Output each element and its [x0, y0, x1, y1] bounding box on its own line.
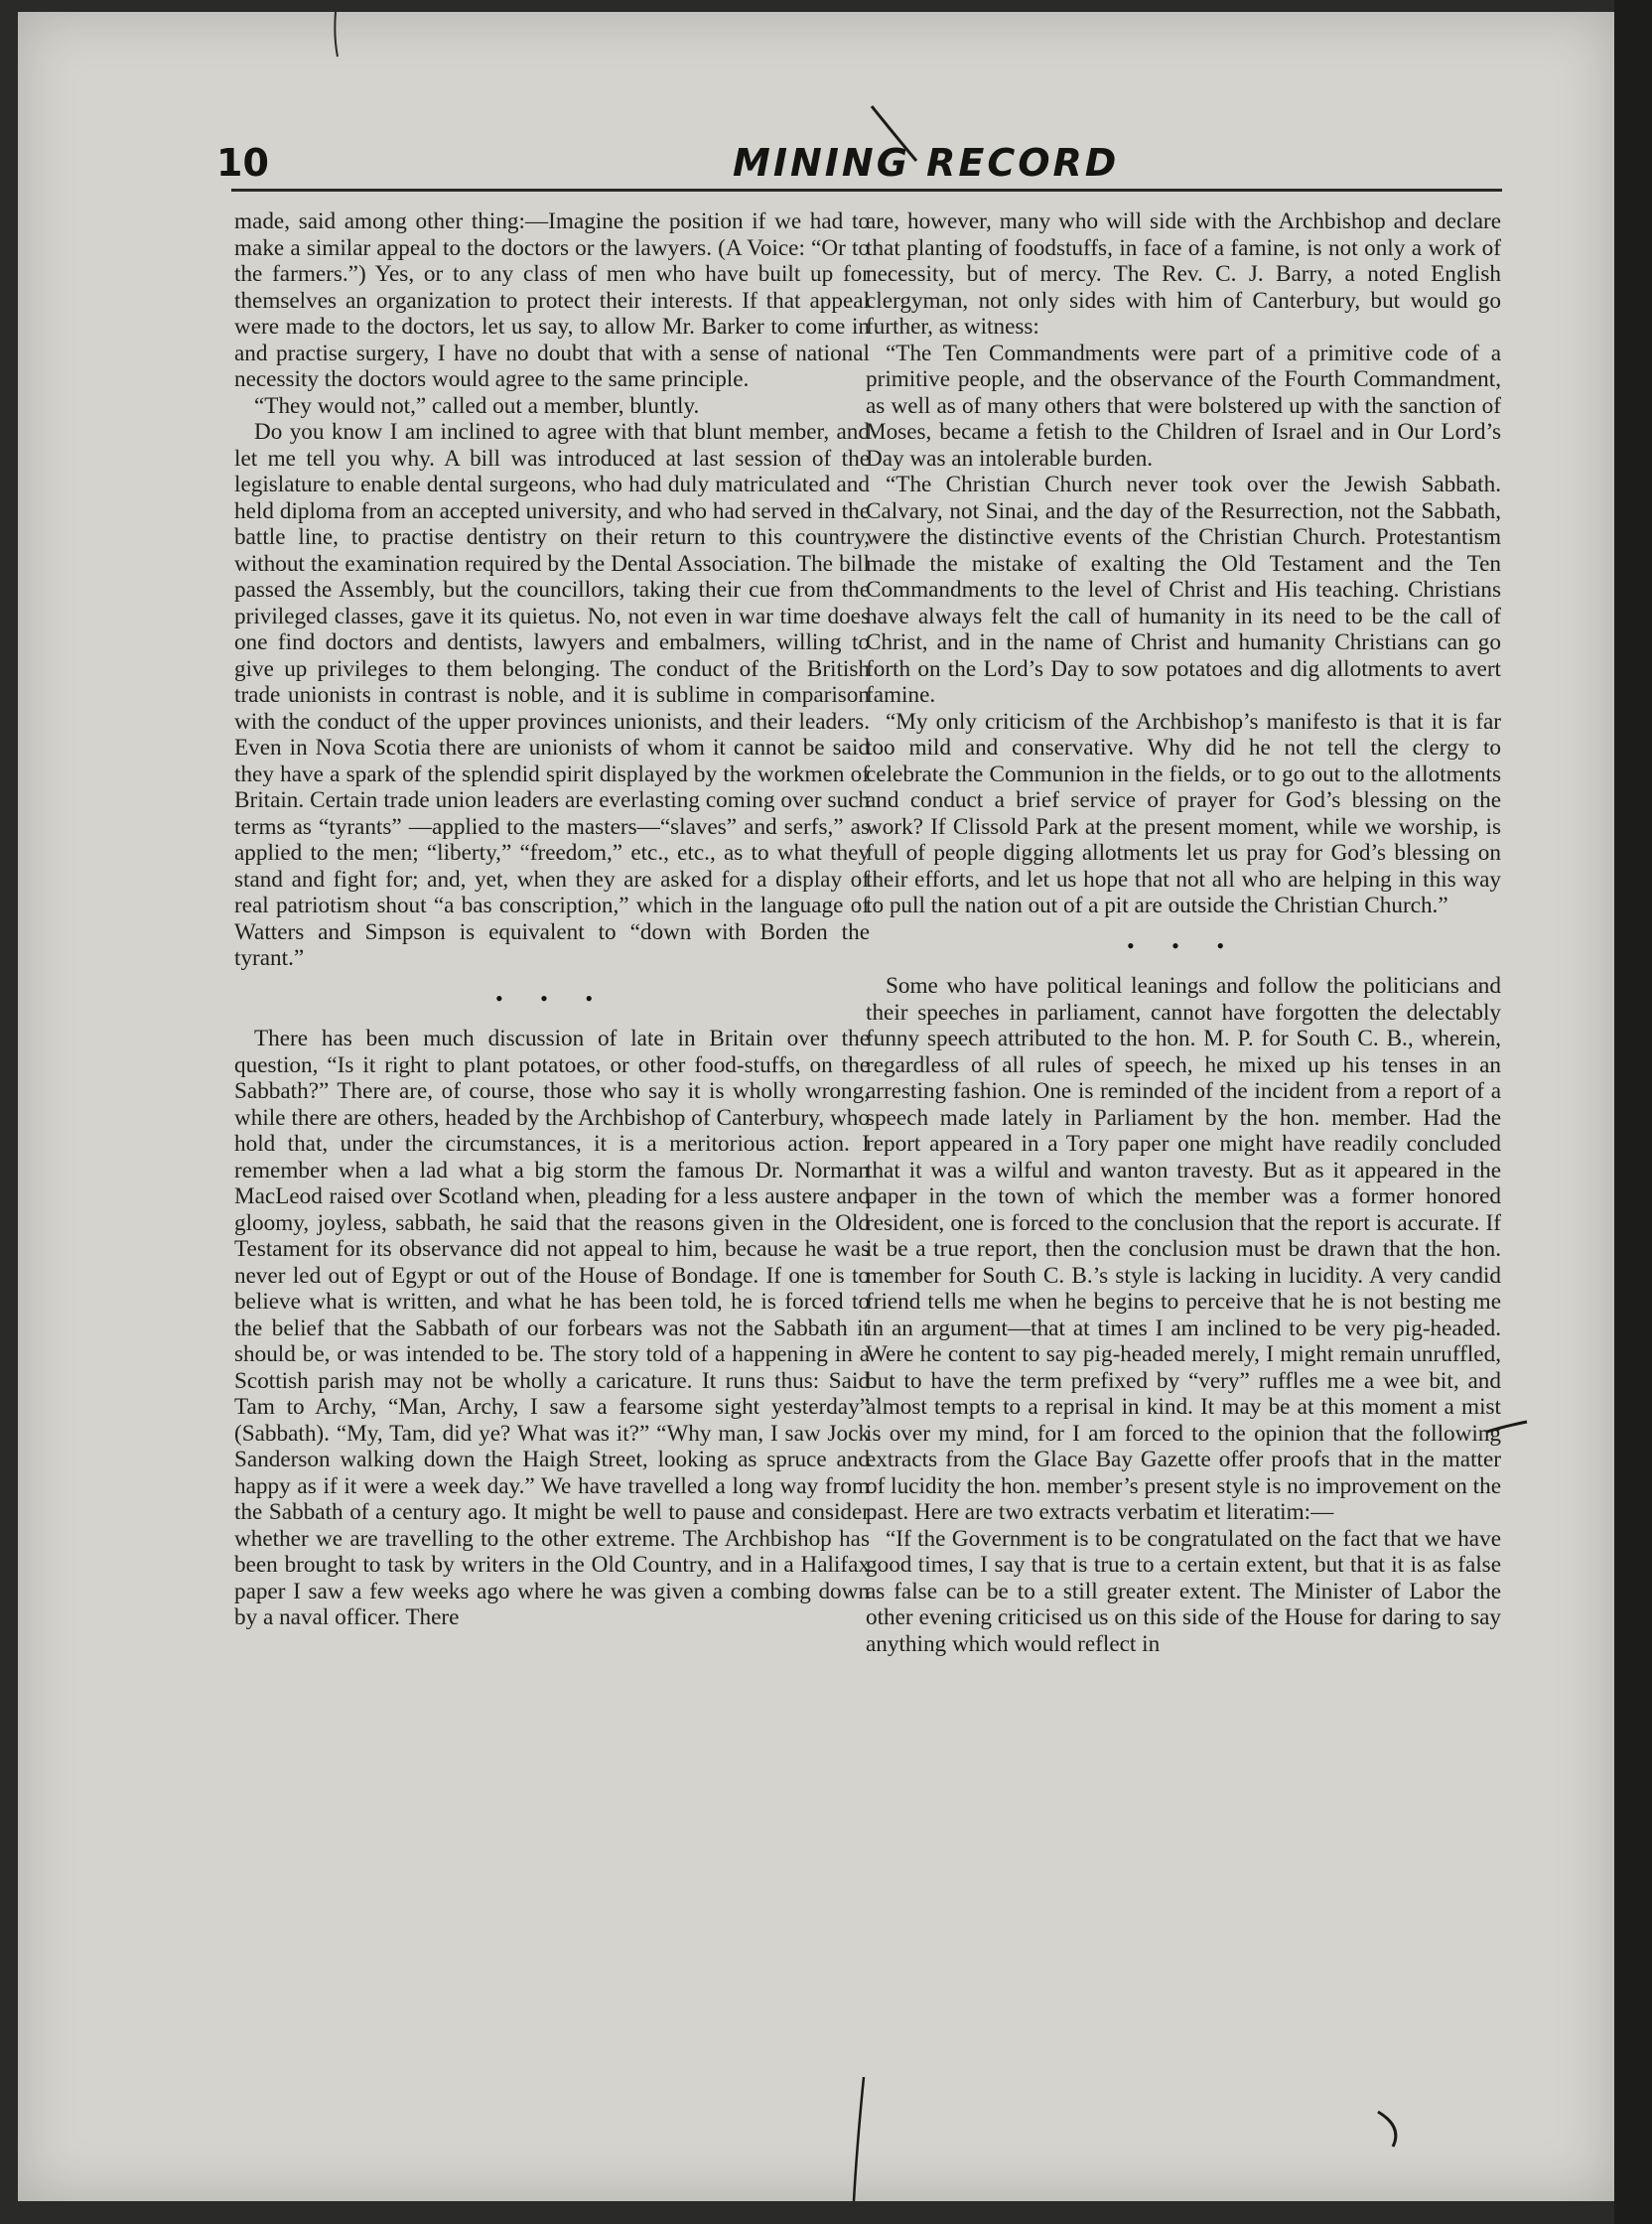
right-paragraph-6: “If the Government is to be congratulated on the fact that we have good times, I say that is true to a certain extent, but that it is as false as false can be to a still greater extent. The Minister of Labor the other evening criticised us on this side of the House for daring to say anything which would reflect in	[866, 1525, 1501, 1657]
right-paragraph-1: are, however, many who will side with the Archbishop and declare that planting of foodstuffs, in face of a famine, is not only a work of necessity, but of mercy. The Rev. C. J. Barry, a noted English clergyman, not only sides with him of Canterbury, but would go further, as witness:	[866, 208, 1501, 340]
section-separator: • • •	[1126, 932, 1241, 958]
section-separator: • • •	[494, 985, 610, 1011]
header-rule	[231, 189, 1502, 192]
bottom-scratch	[854, 2077, 864, 2201]
left-edge-scratch	[335, 12, 338, 57]
page-number: 10	[216, 141, 269, 185]
left-paragraph-2: “They would not,” called out a member, bluntly.	[254, 392, 700, 419]
scan-border	[1614, 0, 1652, 2224]
right-paragraph-3: “The Christian Church never took over the Jewish Sabbath. Calvary, not Sinai, and the day of the Resurrection, not the Sabbath, were the distinctive events of the Christian Church. Protestantism made the mistake of exalting the Old Testament and the Ten Commandments to the level of Christ and His teaching. Christians have always felt the call of humanity in its need to be the call of Christ, and in the name of Christ and humanity Christians can go forth on the Lord’s Day to sow potatoes and dig allotments to avert famine.	[866, 472, 1501, 708]
journal-title: MINING RECORD	[733, 141, 1120, 185]
newspaper-page	[18, 12, 1614, 2201]
left-column	[234, 208, 870, 1631]
left-paragraph-3: Do you know I am inclined to agree with that blunt member, and let me tell you why. A bill was introduced at last session of the legislature to enable dental surgeons, who had duly matriculated and held diploma from an accepted university, and who had served in the battle line, to practise dentistry on their return to this country, without the examination required by the Dental Association. The bill passed the Assembly, but the councillors, taking their cue from the privileged classes, gave it its quietus. No, not even in war time does one find doctors and dentists, lawyers and embalmers, willing to give up privileges to them belonging. The conduct of the British trade unionists in contrast is noble, and it is sublime in comparison with the conduct of the upper provinces unionists, and their leaders. Even in Nova Scotia there are unionists of whom it cannot be said they have a spark of the splendid spirit displayed by the workmen of Britain. Certain trade union leaders are everlasting coming over such terms as “tyrants” —applied to the masters—“slaves” and serfs,” as applied to the men; “liberty,” “freedom,” etc., etc., as to what they stand and fight for; and, yet, when they are asked for a display of real patriotism shout “a bas conscription,” which in the language of Watters and Simpson is equivalent to “down with Borden the tyrant.”	[234, 419, 870, 971]
right-paragraph-5: Some who have political leanings and follow the politicians and their speeches in parliament, cannot have forgotten the delectably funny speech attributed to the hon. M. P. for South C. B., wherein, regardless of all rules of speech, he mixed up his tenses in an arresting fashion. One is reminded of the incident from a report of a speech made lately in Parliament by the hon. member. Had the report appeared in a Tory paper one might have readily concluded that it was a wilful and wanton travesty. But as it appeared in the paper in the town of which the member was a former honored resident, one is forced to the conclusion that the report is accurate. If it be a true report, then the conclusion must be drawn that the hon. member for South C. B.’s style is lacking in lucidity. A very candid friend tells me when he begins to perceive that he is not besting me in an argument—that at times I am inclined to be very pig-headed. Were he content to say pig-headed merely, I might remain unruffled, but to have the term prefixed by “very” ruffles me a wee bit, and almost tempts to a reprisal in kind. It may be at this moment a mist is over my mind, for I am forced to the opinion that the following extracts from the Glace Bay Gazette offer proofs that in the matter of lucidity the hon. member’s present style is no improvement on the past. Here are two extracts verbatim et literatim:—	[866, 973, 1501, 1525]
right-paragraph-2: “The Ten Commandments were part of a primitive code of a primitive people, and the observance of the Fourth Commandment, as well as of many others that were bolstered up with the sanction of Moses, became a fetish to the Children of Israel and in Our Lord’s Day was an intolerable burden.	[866, 340, 1501, 472]
right-column	[866, 208, 1501, 1657]
left-paragraph-1: made, said among other thing:—Imagine the position if we had to make a similar appeal to the doctors or the lawyers. (A Voice: “Or to the farmers.”) Yes, or to any class of men who have built up for themselves an organization to protect their interests. If that appeal were made to the doctors, let us say, to allow Mr. Barker to come in and practise surgery, I have no doubt that with a sense of national necessity the doctors would agree to the same principle.	[234, 208, 870, 392]
left-paragraph-4: There has been much discussion of late in Britain over the question, “Is it right to plant potatoes, or other food-stuffs, on the Sabbath?” There are, of course, those who say it is wholly wrong, while there are others, headed by the Archbishop of Canterbury, who hold that, under the circumstances, it is a meritorious action. I remember when a lad what a big storm the famous Dr. Norman MacLeod raised over Scotland when, pleading for a less austere and gloomy, joyless, sabbath, he said that the reasons given in the Old Testament for its observance did not appeal to him, because he was never led out of Egypt or out of the House of Bondage. If one is to believe what is written, and what he has been told, he is forced to the belief that the Sabbath of our forbears was not the Sabbath it should be, or was intended to be. The story told of a happening in a Scottish parish may not be wholly a caricature. It runs thus: Said Tam to Archy, “Man, Archy, I saw a fearsome sight yesterday” (Sabbath). “My, Tam, did ye? What was it?” “Why man, I saw Jock Sanderson walking down the Haigh Street, looking as spruce and happy as if it were a week day.” We have travelled a long way from the Sabbath of a century ago. It might be well to pause and consider whether we are travelling to the other extreme. The Archbishop has been brought to task by writers in the Old Country, and in a Halifax paper I saw a few weeks ago where he was given a combing down by a naval officer. There	[234, 1026, 870, 1630]
page-header	[216, 141, 1497, 201]
corner-scratch	[1378, 2112, 1396, 2147]
right-paragraph-4: “My only criticism of the Archbishop’s manifesto is that it is far too mild and conservative. Why did he not tell the clergy to celebrate the Communion in the fields, or to go out to the allotments and conduct a brief service of prayer for God’s blessing on the work? If Clissold Park at the present moment, while we worship, is full of people digging allotments let us pray for God’s blessing on their efforts, and let us hope that not all who are helping in this way to pull the nation out of a pit are outside the Christian Church.”	[866, 708, 1501, 918]
